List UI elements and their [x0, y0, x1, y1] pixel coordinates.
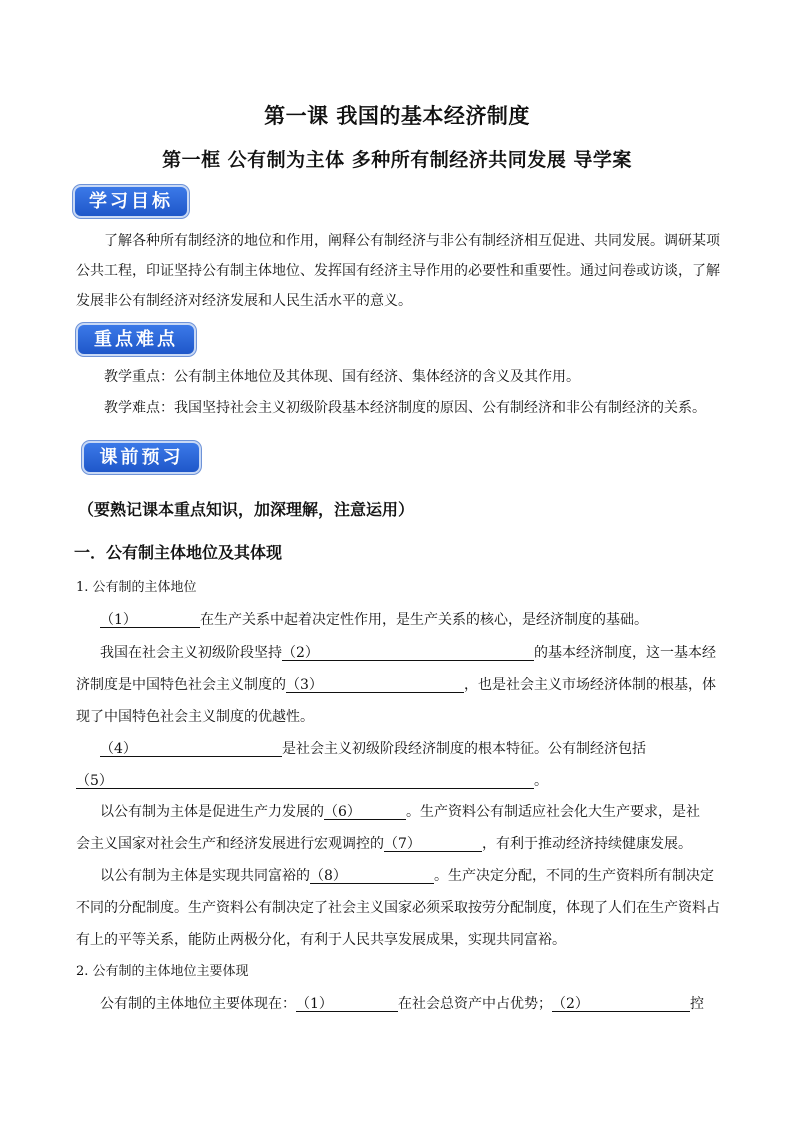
blank-8[interactable]: （8） — [310, 865, 434, 884]
blank-2[interactable]: （2） — [282, 642, 534, 661]
blank-6[interactable]: （6） — [324, 801, 406, 820]
fill-line-3: 济制度是中国特色社会主义制度的（3） ，也是社会主义市场经济体制的根基，体 — [76, 674, 726, 696]
blank-12-1[interactable]: （1） — [296, 993, 398, 1012]
preview-badge: 课前预习 — [84, 443, 199, 472]
text-line-10: 不同的分配制度。生产资料公有制决定了社会主义国家必须采取按劳分配制度，体现了人们在生产资料占 — [76, 900, 720, 916]
text-line-4: 现了中国特色社会主义制度的优越性。 — [76, 709, 314, 725]
subheading-1: 1. 公有制的主体地位 — [76, 580, 197, 595]
fill-line-4: （4） 是社会主义初级阶段经济制度的根本特征。公有制经济包括 — [100, 738, 750, 760]
key-points-badge: 重点难点 — [78, 325, 194, 354]
blank-4[interactable]: （4） — [100, 738, 282, 757]
key-point-text: 教学重点：公有制主体地位及其体现、国有经济、集体经济的含义及其作用。 — [104, 369, 580, 385]
preview-note: （要熟记课本重点知识，加深理解，注意运用） — [78, 500, 415, 519]
fill-line-5: （5） 。 — [76, 770, 726, 792]
fill-line-1: （1） 在生产关系中起着决定性作用，是生产关系的核心，是经济制度的基础。 — [100, 609, 750, 631]
blank-1[interactable]: （1） — [100, 609, 200, 628]
fill-line-6: 以公有制为主体是促进生产力发展的（6） 。生产资料公有制适应社会化大生产要求，是社 — [100, 801, 750, 823]
subheading-2: 2. 公有制的主体地位主要体现 — [76, 964, 249, 979]
blank-5[interactable]: （5） — [76, 770, 534, 789]
fill-line-12: 公有制的主体地位主要体现在：（1） 在社会总资产中占优势；（2） 控 — [100, 993, 750, 1015]
fill-line-8: 以公有制为主体是实现共同富裕的（8） 。生产决定分配，不同的生产资料所有制决定 — [100, 865, 750, 887]
page-title: 第一课 我国的基本经济制度 — [264, 104, 530, 128]
page-subtitle: 第一框 公有制为主体 多种所有制经济共同发展 导学案 — [162, 149, 632, 171]
goals-badge: 学习目标 — [75, 187, 187, 216]
fill-line-7: 会主义国家对社会生产和经济发展进行宏观调控的（7） ，有利于推动经济持续健康发展。 — [76, 833, 726, 855]
goals-text: 了解各种所有制经济的地位和作用，阐释公有制经济与非公有制经济相互促进、共同发展。调研某项公共工程，印证坚持公有制主体地位、发挥国有经济主导作用的必要性和重要性。通过问卷或访谈，了解发展非公有制经济对经济发展和人民生活水平的意义。 — [76, 233, 720, 309]
fill-line-2: 我国在社会主义初级阶段坚持（2） 的基本经济制度，这一基本经 — [100, 642, 750, 664]
blank-12-2[interactable]: （2） — [552, 993, 690, 1012]
section-heading-1: 一．公有制主体地位及其体现 — [74, 543, 283, 562]
blank-7[interactable]: （7） — [384, 833, 482, 852]
text-line-11: 有上的平等关系，能防止两极分化，有利于人民共享发展成果，实现共同富裕。 — [76, 932, 566, 948]
blank-3[interactable]: （3） — [286, 674, 464, 693]
difficult-point-text: 教学难点：我国坚持社会主义初级阶段基本经济制度的原因、公有制经济和非公有制经济的关系。 — [104, 400, 706, 416]
